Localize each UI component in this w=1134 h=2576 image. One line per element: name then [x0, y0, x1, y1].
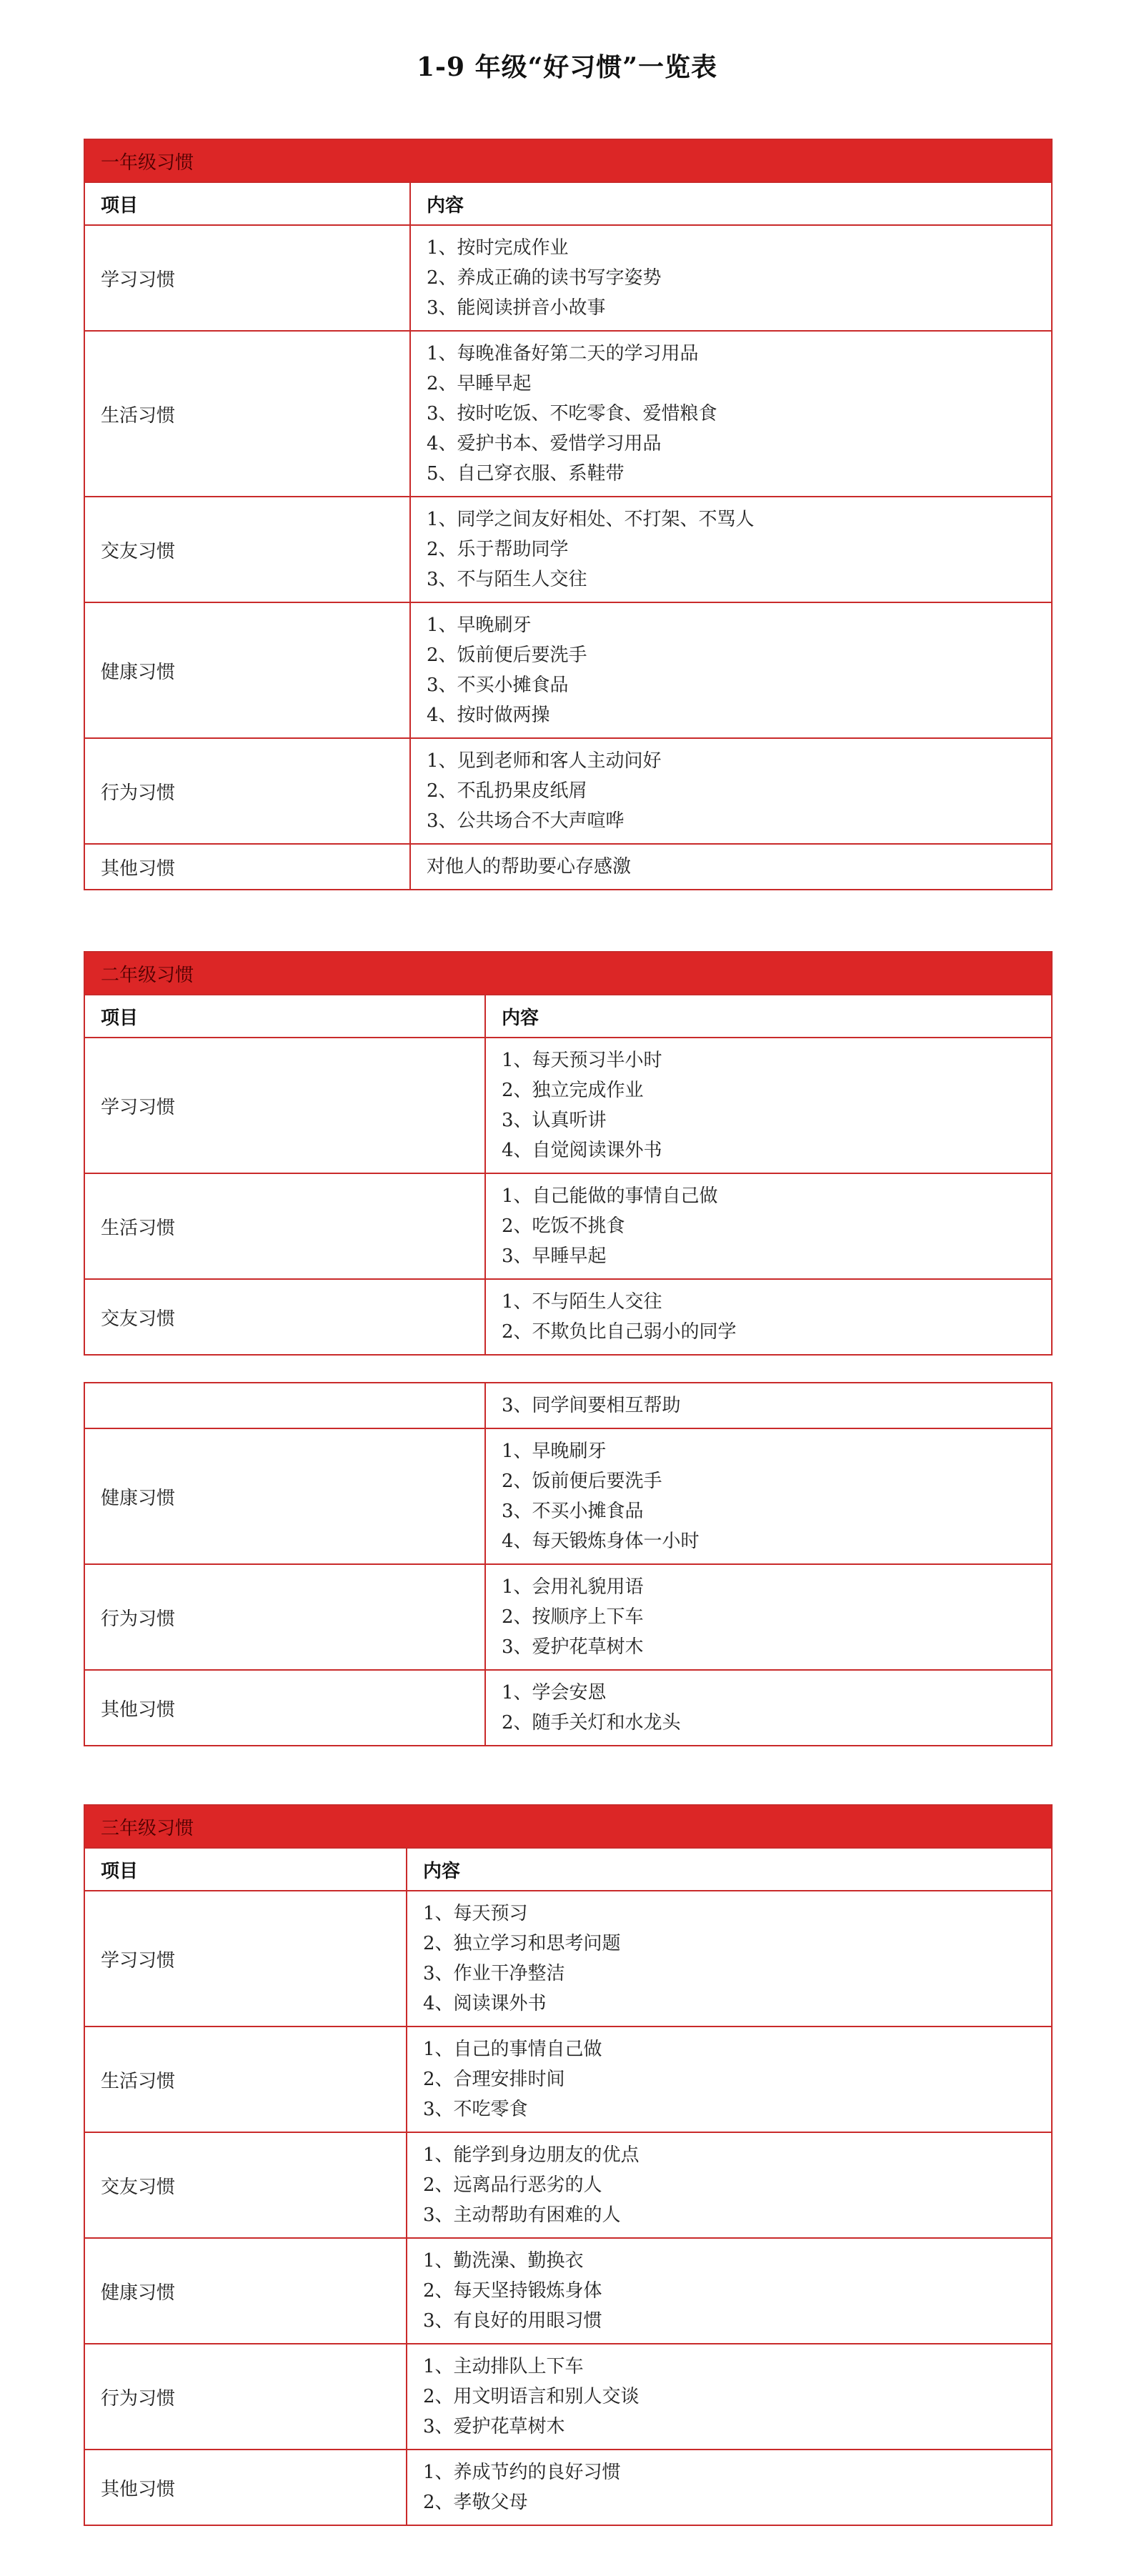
section-heading: 一年级习惯	[84, 139, 1052, 182]
habit-category: 行为习惯	[84, 738, 410, 844]
habit-content	[410, 331, 1052, 497]
habit-content	[407, 2450, 1052, 2525]
habit-category: 交友习惯	[84, 2132, 407, 2238]
habit-item: 2、按顺序上下车	[502, 1606, 644, 1628]
habit-item: 2、吃饭不挑食	[502, 1215, 625, 1237]
habit-item: 3、认真听讲	[502, 1110, 607, 1131]
table-row	[84, 844, 1052, 890]
habit-category: 健康习惯	[84, 1428, 485, 1564]
habit-item: 4、每天锻炼身体一小时	[502, 1531, 700, 1552]
habit-category: 健康习惯	[84, 2238, 407, 2344]
habit-item: 对他人的帮助要心存感激	[427, 856, 632, 877]
habit-item: 1、早晚刷牙	[502, 1441, 607, 1462]
habit-item: 1、每天预习	[423, 1903, 528, 1924]
habit-item: 3、主动帮助有困难的人	[423, 2204, 621, 2226]
habit-content	[485, 1279, 1052, 1355]
habit-item: 1、养成节约的良好习惯	[423, 2462, 621, 2483]
habit-category: 生活习惯	[84, 1173, 485, 1279]
habit-category: 其他习惯	[84, 1670, 485, 1746]
habit-item: 1、每晚准备好第二天的学习用品	[427, 343, 699, 364]
habit-item: 2、饭前便后要洗手	[502, 1471, 662, 1492]
habit-category	[84, 1383, 485, 1428]
habit-item: 2、每天坚持锻炼身体	[423, 2280, 602, 2302]
habit-item: 1、按时完成作业	[427, 237, 569, 259]
habit-item: 2、不欺负比自己弱小的同学	[502, 1321, 737, 1343]
habit-item: 3、作业干净整洁	[423, 1963, 565, 1984]
table-row	[84, 1038, 1052, 1173]
section-heading: 三年级习惯	[84, 1805, 1052, 1848]
table-row	[84, 1383, 1052, 1428]
habit-category: 行为习惯	[84, 2344, 407, 2450]
habit-item: 2、养成正确的读书写字姿势	[427, 267, 662, 289]
habit-category: 健康习惯	[84, 602, 410, 738]
table-row	[84, 1891, 1052, 2027]
habit-item: 1、见到老师和客人主动问好	[427, 750, 662, 772]
habit-item: 3、爱护花草树木	[502, 1636, 644, 1658]
column-header-content: 内容	[407, 1848, 1052, 1891]
habit-item: 1、早晚刷牙	[427, 615, 532, 636]
column-header-item: 项目	[84, 182, 410, 225]
habit-content	[407, 2027, 1052, 2132]
habit-item: 2、远离品行恶劣的人	[423, 2174, 602, 2196]
habit-content	[410, 844, 1052, 890]
habit-item: 2、用文明语言和别人交谈	[423, 2386, 640, 2407]
habit-category: 行为习惯	[84, 1564, 485, 1670]
table-row	[84, 2450, 1052, 2525]
habit-content	[407, 2238, 1052, 2344]
habit-item: 4、按时做两操	[427, 705, 550, 726]
habit-item: 4、爱护书本、爱惜学习用品	[427, 433, 662, 454]
table-row	[84, 2132, 1052, 2238]
habit-item: 3、早睡早起	[502, 1245, 607, 1267]
table-row	[84, 738, 1052, 844]
grade-1-table	[84, 139, 1053, 890]
habit-content	[410, 738, 1052, 844]
habit-item: 1、主动排队上下车	[423, 2356, 584, 2377]
habit-item: 2、早睡早起	[427, 373, 532, 394]
habit-item: 3、同学间要相互帮助	[502, 1395, 681, 1416]
habit-item: 3、不买小摊食品	[502, 1501, 644, 1522]
habit-item: 3、按时吃饭、不吃零食、爱惜粮食	[427, 403, 717, 424]
habit-item: 3、不吃零食	[423, 2099, 528, 2120]
column-header-item: 项目	[84, 995, 485, 1038]
habit-content	[407, 1891, 1052, 2027]
habit-item: 2、独立完成作业	[502, 1080, 644, 1101]
habit-content	[410, 602, 1052, 738]
table-row	[84, 225, 1052, 331]
habit-content	[485, 1428, 1052, 1564]
habit-item: 5、自己穿衣服、系鞋带	[427, 463, 625, 484]
habit-item: 1、自己的事情自己做	[423, 2039, 602, 2060]
grade-3-table	[84, 1804, 1053, 2526]
table-row	[84, 1670, 1052, 1746]
table-row	[84, 2238, 1052, 2344]
habit-item: 1、不与陌生人交往	[502, 1291, 662, 1313]
habit-content	[407, 2344, 1052, 2450]
habit-category: 学习习惯	[84, 225, 410, 331]
habit-category: 交友习惯	[84, 497, 410, 602]
habit-content	[485, 1383, 1052, 1428]
habit-item: 1、能学到身边朋友的优点	[423, 2144, 640, 2166]
habit-content	[410, 497, 1052, 602]
column-header-content: 内容	[410, 182, 1052, 225]
habit-item: 3、能阅读拼音小故事	[427, 297, 606, 319]
habit-category: 学习习惯	[84, 1891, 407, 2027]
habit-item: 3、不买小摊食品	[427, 675, 569, 696]
habit-item: 2、孝敬父母	[423, 2492, 528, 2513]
habit-item: 4、阅读课外书	[423, 1993, 547, 2014]
grade-2-table	[84, 951, 1053, 1356]
habit-item: 3、爱护花草树木	[423, 2416, 565, 2437]
habit-item: 1、自己能做的事情自己做	[502, 1185, 718, 1207]
table-row	[84, 1173, 1052, 1279]
habit-category: 生活习惯	[84, 331, 410, 497]
habit-category: 学习习惯	[84, 1038, 485, 1173]
habit-content	[485, 1038, 1052, 1173]
habit-item: 3、有良好的用眼习惯	[423, 2310, 602, 2332]
habit-item: 2、乐于帮助同学	[427, 539, 569, 560]
habit-item: 1、勤洗澡、勤换衣	[423, 2250, 584, 2272]
table-row	[84, 602, 1052, 738]
table-row	[84, 331, 1052, 497]
column-header-item: 项目	[84, 1848, 407, 1891]
page-title: 1-9 年级“好习惯”一览表	[417, 52, 717, 82]
habit-item: 1、会用礼貌用语	[502, 1576, 644, 1598]
section-heading: 二年级习惯	[84, 952, 1052, 995]
habit-item: 2、不乱扔果皮纸屑	[427, 780, 587, 802]
habit-content	[485, 1173, 1052, 1279]
table-row	[84, 497, 1052, 602]
habit-item: 2、合理安排时间	[423, 2069, 565, 2090]
habit-item: 3、公共场合不大声喧哗	[427, 810, 625, 832]
grade-2-table-continued	[84, 1382, 1053, 1746]
habit-item: 1、学会安恩	[502, 1682, 607, 1704]
habit-category: 交友习惯	[84, 1279, 485, 1355]
habit-category: 其他习惯	[84, 2450, 407, 2525]
table-row	[84, 1279, 1052, 1355]
table-row	[84, 2027, 1052, 2132]
column-header-content: 内容	[485, 995, 1052, 1038]
habit-item: 1、每天预习半小时	[502, 1050, 662, 1071]
habit-content	[407, 2132, 1052, 2238]
habit-item: 2、独立学习和思考问题	[423, 1933, 621, 1954]
habit-content	[410, 225, 1052, 331]
habit-content	[485, 1670, 1052, 1746]
table-row	[84, 1428, 1052, 1564]
habit-item: 2、随手关灯和水龙头	[502, 1712, 681, 1734]
habit-content	[485, 1564, 1052, 1670]
habit-category: 生活习惯	[84, 2027, 407, 2132]
habit-category: 其他习惯	[84, 844, 410, 890]
habit-item: 4、自觉阅读课外书	[502, 1140, 662, 1161]
habit-item: 3、不与陌生人交往	[427, 569, 587, 590]
habit-item: 1、同学之间友好相处、不打架、不骂人	[427, 509, 755, 530]
table-row	[84, 1564, 1052, 1670]
habit-item: 2、饭前便后要洗手	[427, 645, 587, 666]
table-row	[84, 2344, 1052, 2450]
